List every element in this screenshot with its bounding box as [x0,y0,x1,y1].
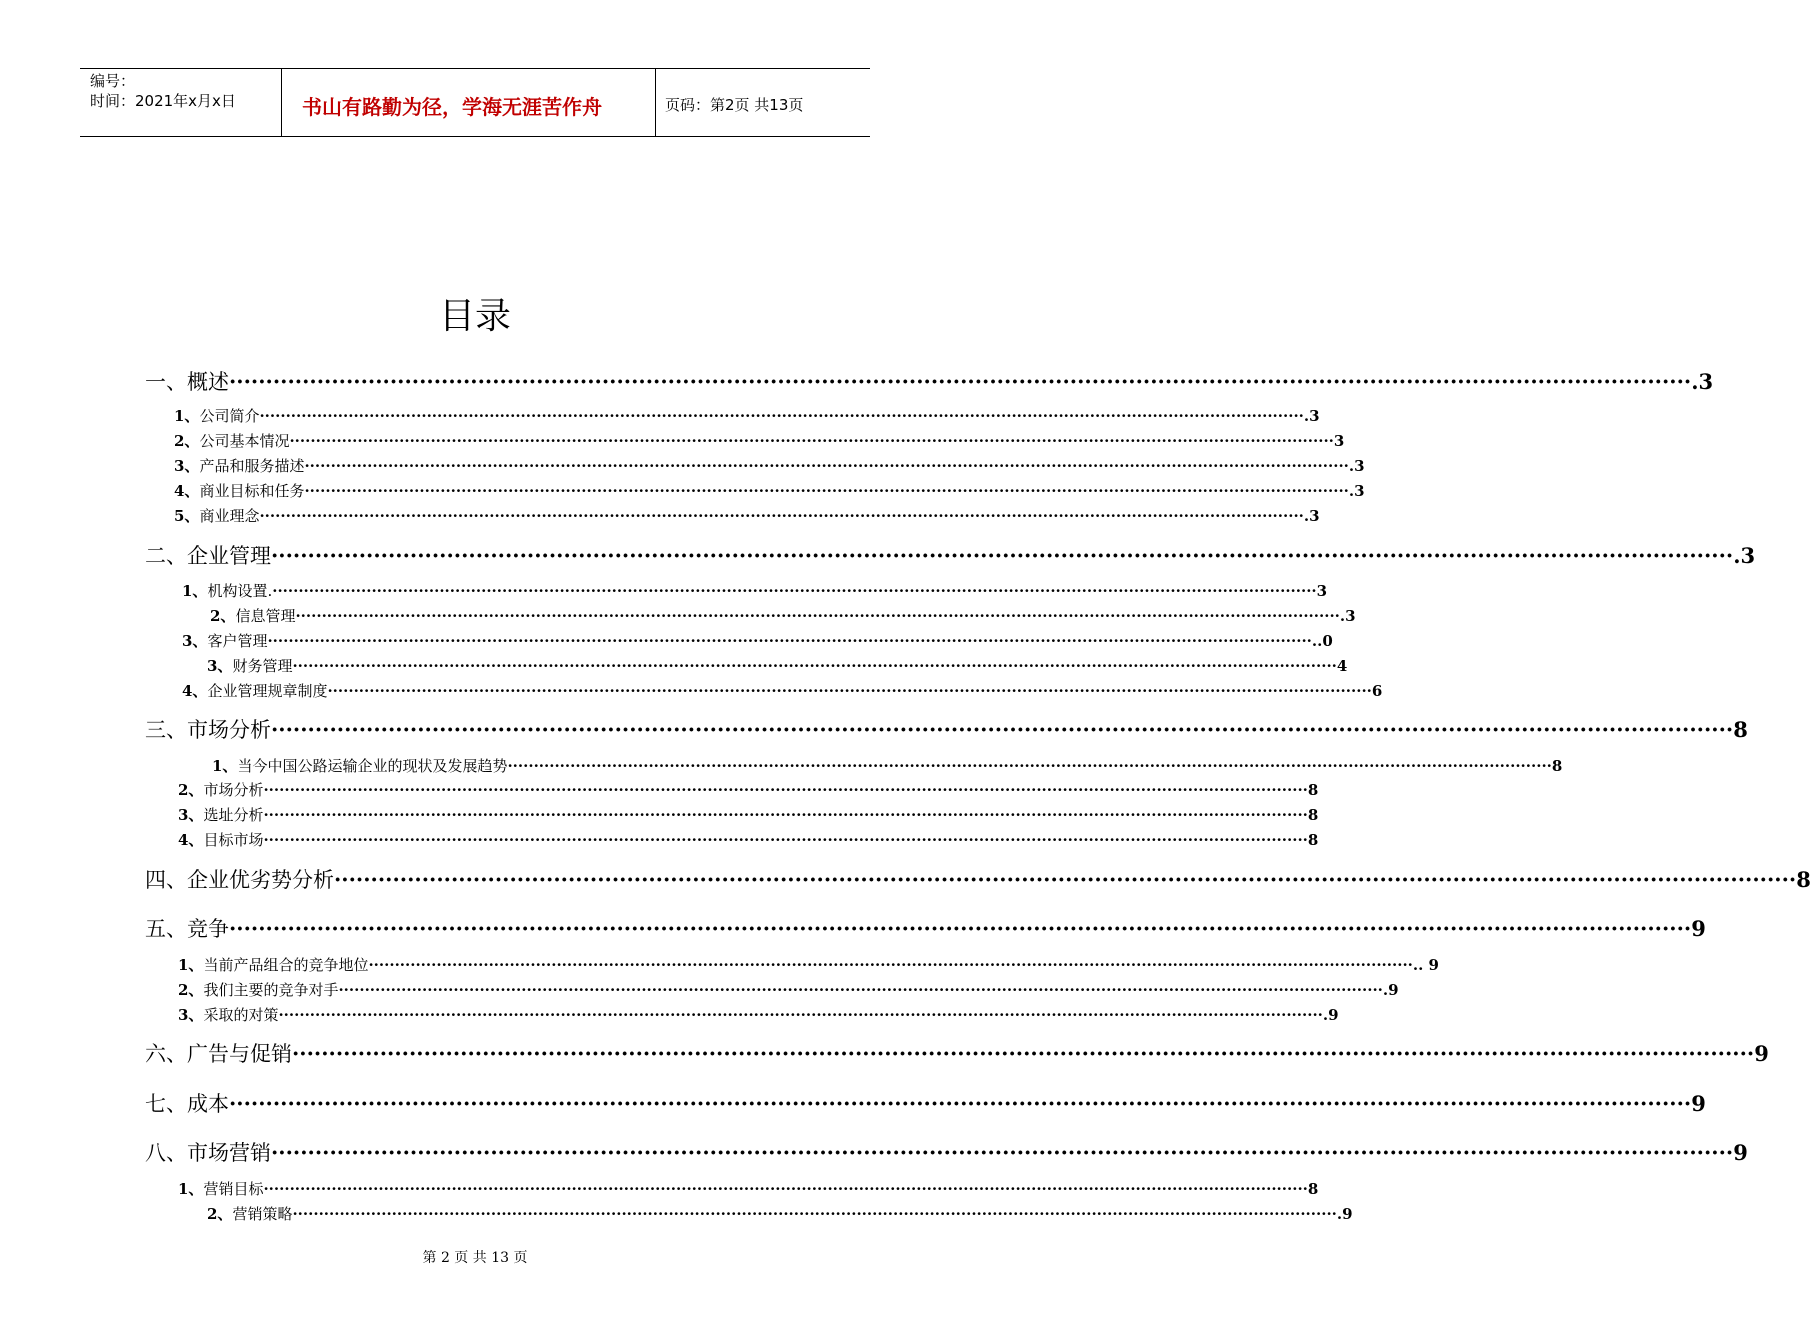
header-top-rule [80,68,870,69]
dot-leader: ········································································································································································································ [292,657,1337,675]
toc-number: 4、 [178,831,204,849]
header-page-info: 页码：第2页 共13页 [665,96,804,114]
toc-number: 4、 [182,682,208,700]
dot-leader: ········································································································································································································ [507,757,1552,775]
toc-entry[interactable] [145,1088,1706,1118]
toc-label: 信息管理 [235,607,296,625]
dot-leader: ········································································································································································································ [292,1041,1755,1066]
dot-leader: ········································································································································································································ [259,407,1304,425]
toc-number: 四、 [145,868,187,892]
dot-leader: ········································································································································································································ [368,956,1413,974]
document-id-label: 编号： [90,72,136,90]
toc-page: .3 [1733,543,1756,568]
dot-leader: ········································································································································································································ [304,482,1349,500]
toc-number: 2、 [207,1205,233,1223]
dot-leader: ········································································································································································································ [271,1140,1734,1165]
dot-leader: ········································································································································································································ [292,1205,1337,1223]
toc-entry[interactable] [145,864,1811,894]
dot-leader: ········································································································································································································ [271,717,1734,742]
toc-page: .3 [1303,507,1320,525]
toc-number: 一、 [145,370,187,394]
toc-entry[interactable] [145,366,1714,396]
toc-number: 5、 [174,507,200,525]
toc-number: 八、 [145,1141,187,1165]
dot-leader: ········································································································································································································ [229,1091,1692,1116]
toc-subentry[interactable] [178,979,1399,1000]
toc-page: .3 [1348,482,1365,500]
toc-entry[interactable] [145,714,1748,744]
toc-subentry[interactable] [207,1203,1353,1224]
toc-subentry[interactable] [178,1004,1339,1025]
dot-leader: ········································································································································································································ [289,432,1334,450]
header-motto: 书山有路勤为径，学海无涯苦作舟 [302,95,602,119]
toc-number: 二、 [145,544,187,568]
dot-leader: ········································································································································································································ [304,457,1349,475]
toc-label: 营销目标 [203,1180,264,1198]
toc-number: 七、 [145,1092,187,1116]
toc-page: 3 [1333,432,1345,450]
toc-subentry[interactable] [207,655,1348,676]
dot-leader: ········································································································································································································ [259,507,1304,525]
toc-page: 9 [1733,1140,1748,1165]
toc-page: 9 [1691,916,1706,941]
toc-label: 选址分析 [203,806,264,824]
dot-leader: ········································································································································································································ [327,682,1372,700]
toc-number: 3、 [178,806,204,824]
toc-page: 8 [1307,806,1319,824]
toc-number: 1、 [174,407,200,425]
toc-entry[interactable] [145,1137,1748,1167]
toc-page: .. 9 [1412,956,1439,974]
toc-page: 6 [1371,682,1383,700]
header-bottom-rule [80,136,870,137]
toc-label: 企业管理规章制度 [207,682,328,700]
toc-number: 2、 [178,981,204,999]
toc-page: .9 [1382,981,1399,999]
toc-subentry[interactable] [182,630,1333,651]
toc-number: 五、 [145,917,187,941]
toc-subentry[interactable] [174,405,1320,426]
dot-leader: ········································································································································································································ [338,981,1383,999]
toc-label: 成本 [187,1092,229,1116]
page-footer: 第 2 页 共 13 页 [422,1250,528,1266]
toc-label: 机构设置. [207,582,273,600]
toc-number: 3、 [207,657,233,675]
toc-label: 市场分析 [187,718,271,742]
toc-page: 9 [1691,1091,1706,1116]
toc-subentry[interactable] [210,605,1356,626]
toc-label: 市场营销 [187,1141,271,1165]
toc-subentry[interactable] [178,779,1319,800]
toc-label: 当前产品组合的竞争地位 [203,956,369,974]
toc-label: 客户管理 [207,632,268,650]
toc-number: 3、 [182,632,208,650]
toc-label: 商业理念 [199,507,260,525]
toc-label: 我们主要的竞争对手 [203,981,339,999]
toc-page: .9 [1322,1006,1339,1024]
toc-label: 目标市场 [203,831,264,849]
toc-entry[interactable] [145,1038,1769,1068]
toc-subentry[interactable] [174,430,1345,451]
toc-number: 六、 [145,1042,187,1066]
toc-number: 4、 [174,482,200,500]
toc-label: 竞争 [187,917,229,941]
toc-page: 9 [1754,1041,1769,1066]
toc-subentry[interactable] [178,804,1319,825]
toc-label: 公司简介 [199,407,260,425]
toc-label: 财务管理 [232,657,293,675]
dot-leader: ········································································································································································································ [272,582,1317,600]
toc-label: 广告与促销 [187,1042,292,1066]
dot-leader: ········································································································································································································ [267,632,1312,650]
toc-subentry[interactable] [174,455,1365,476]
toc-subentry[interactable] [174,505,1320,526]
toc-page: 8 [1733,717,1748,742]
toc-page: 8 [1796,867,1811,892]
toc-label: 概述 [187,370,229,394]
toc-page: 8 [1307,831,1319,849]
toc-page: .3 [1339,607,1356,625]
toc-page: 8 [1307,781,1319,799]
dot-leader: ········································································································································································································ [229,916,1692,941]
toc-page: 8 [1307,1180,1319,1198]
toc-label: 采取的对策 [203,1006,279,1024]
toc-entry[interactable] [145,540,1756,570]
toc-label: 市场分析 [203,781,264,799]
toc-page: .3 [1691,369,1714,394]
toc-label: 商业目标和任务 [199,482,305,500]
dot-leader: ········································································································································································································ [263,781,1308,799]
toc-label: 产品和服务描述 [199,457,305,475]
toc-subentry[interactable] [178,829,1319,850]
toc-subentry[interactable] [182,580,1328,601]
toc-number: 1、 [182,582,208,600]
toc-number: 2、 [178,781,204,799]
header-divider-1 [281,68,282,136]
toc-label: 当今中国公路运输企业的现状及发展趋势 [237,757,508,775]
dot-leader: ········································································································································································································ [263,806,1308,824]
toc-number: 2、 [174,432,200,450]
toc-number: 1、 [178,956,204,974]
toc-page: .3 [1348,457,1365,475]
document-date: 时间：2021年x月x日 [90,92,236,110]
toc-entry[interactable] [145,913,1706,943]
toc-subentry[interactable] [212,755,1563,776]
toc-label: 公司基本情况 [199,432,290,450]
dot-leader: ········································································································································································································ [271,543,1734,568]
dot-leader: ········································································································································································································ [263,1180,1308,1198]
toc-subentry[interactable] [178,1178,1319,1199]
toc-page: 3 [1316,582,1328,600]
toc-page: .3 [1303,407,1320,425]
dot-leader: ········································································································································································································ [278,1006,1323,1024]
dot-leader: ········································································································································································································ [334,867,1797,892]
dot-leader: ········································································································································································································ [229,369,1692,394]
header-divider-2 [655,68,656,136]
toc-page: 4 [1336,657,1348,675]
toc-number: 三、 [145,718,187,742]
toc-page: 8 [1551,757,1563,775]
toc-page: ..0 [1311,632,1333,650]
toc-page: .9 [1336,1205,1353,1223]
toc-number: 3、 [178,1006,204,1024]
toc-number: 3、 [174,457,200,475]
dot-leader: ········································································································································································································ [263,831,1308,849]
toc-number: 1、 [178,1180,204,1198]
page-title: 目录 [438,296,511,337]
toc-subentry[interactable] [174,480,1365,501]
toc-subentry[interactable] [178,954,1439,975]
toc-label: 营销策略 [232,1205,293,1223]
dot-leader: ········································································································································································································ [295,607,1340,625]
toc-number: 1、 [212,757,238,775]
toc-subentry[interactable] [182,680,1383,701]
toc-number: 2、 [210,607,236,625]
toc-label: 企业管理 [187,544,271,568]
toc-label: 企业优劣势分析 [187,868,334,892]
